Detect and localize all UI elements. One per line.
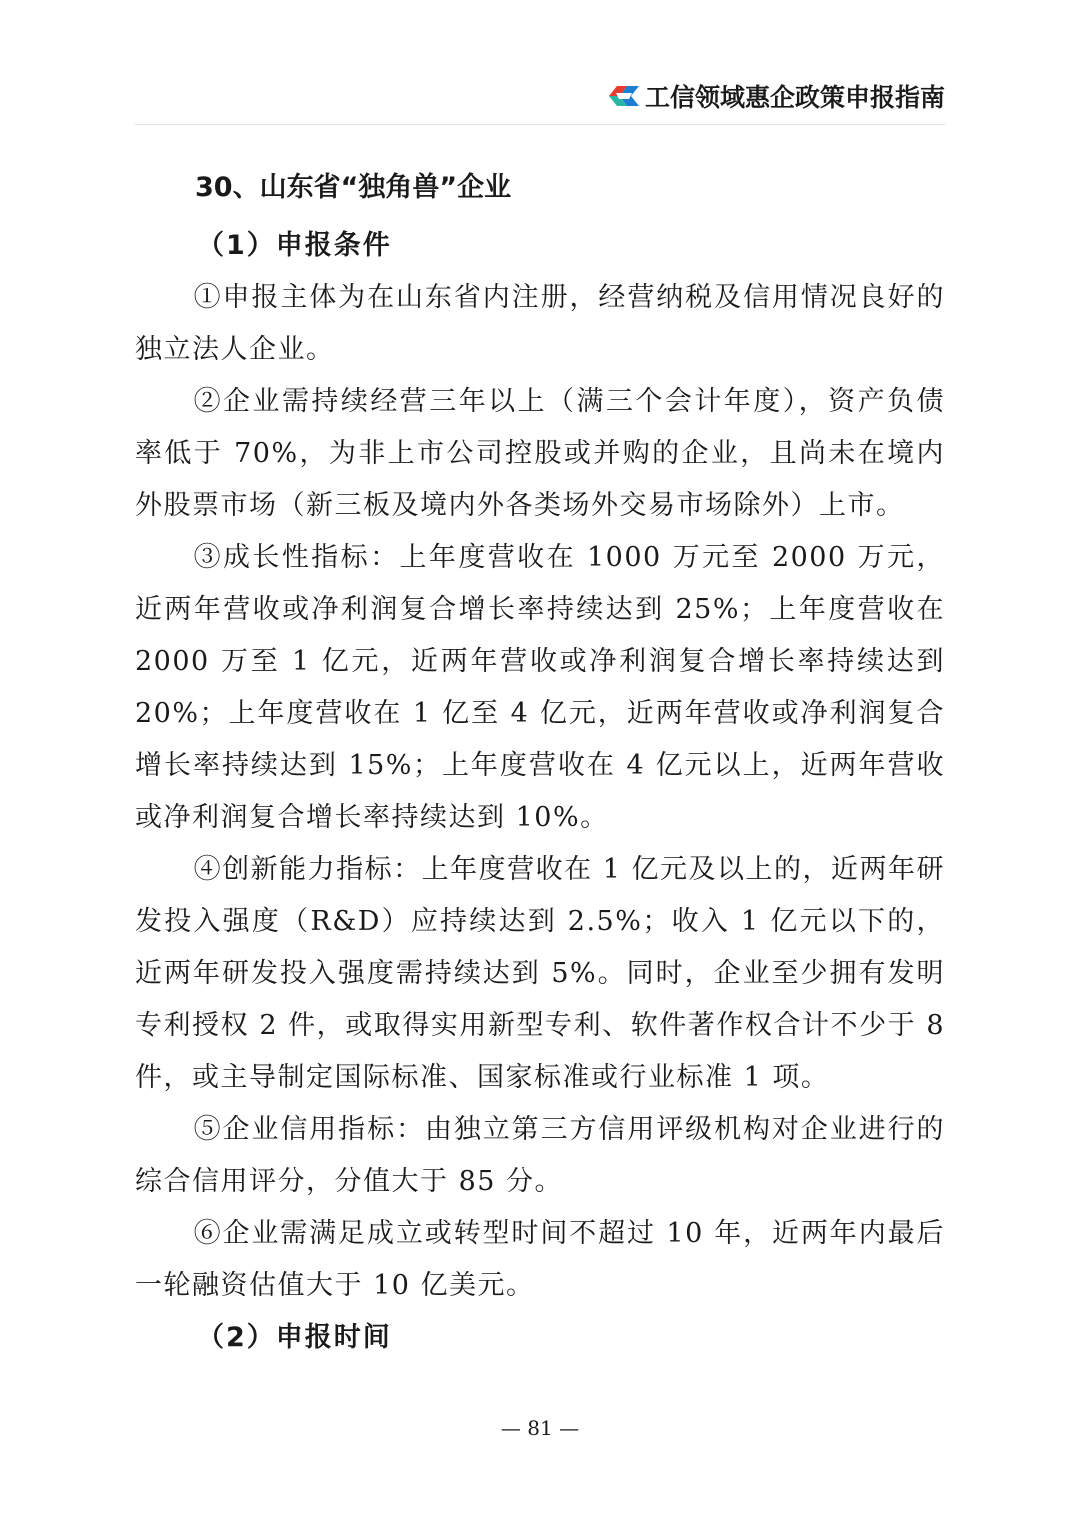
- policy-guide-logo-icon: [607, 82, 641, 110]
- header-divider: [135, 124, 945, 125]
- paragraph-6: ⑥企业需满足成立或转型时间不超过 10 年，近两年内最后一轮融资估值大于 10 亿美元。: [135, 1218, 945, 1301]
- subheading-application-time: （2）申报时间: [197, 1322, 392, 1353]
- paragraph-5: ⑤企业信用指标：由独立第三方信用评级机构对企业进行的综合信用评分，分值大于 85 分。: [135, 1114, 945, 1197]
- paragraph-1: ①申报主体为在山东省内注册，经营纳税及信用情况良好的独立法人企业。: [135, 282, 945, 365]
- header-title: 工信领域惠企政策申报指南: [644, 83, 945, 112]
- document-body: [135, 162, 945, 1364]
- paragraph-3: ③成长性指标：上年度营收在 1000 万元至 2000 万元，近两年营收或净利润复合增长率持续达到 25%；上年度营收在 2000 万至 1 亿元，近两年营收或净利润复合增长率持续达到 20%；上年度营收在 1 亿至 4 亿元，近两年营收或净利润复合增长率持续达到 15%；上年度营收在 4 亿元以上，近两年营收或净利润复合增长率持续达到 10%。: [135, 542, 945, 833]
- page-header: [607, 78, 945, 114]
- section-title: 30、山东省“独角兽”企业: [195, 172, 512, 203]
- subheading-requirements: （1）申报条件: [197, 230, 392, 261]
- paragraph-2: ②企业需持续经营三年以上（满三个会计年度），资产负债率低于 70%，为非上市公司控股或并购的企业，且尚未在境内外股票市场（新三板及境内外各类场外交易市场除外）上市。: [135, 386, 945, 521]
- paragraph-4: ④创新能力指标：上年度营收在 1 亿元及以上的，近两年研发投入强度（R&D）应持续达到 2.5%；收入 1 亿元以下的，近两年研发投入强度需持续达到 5%。同时，企业至少拥有发明专利授权 2 件，或取得实用新型专利、软件著作权合计不少于 8 件，或主导制定国际标准、国家标准或行业标准 1 项。: [135, 854, 945, 1093]
- page-number: — 81 —: [500, 1416, 580, 1440]
